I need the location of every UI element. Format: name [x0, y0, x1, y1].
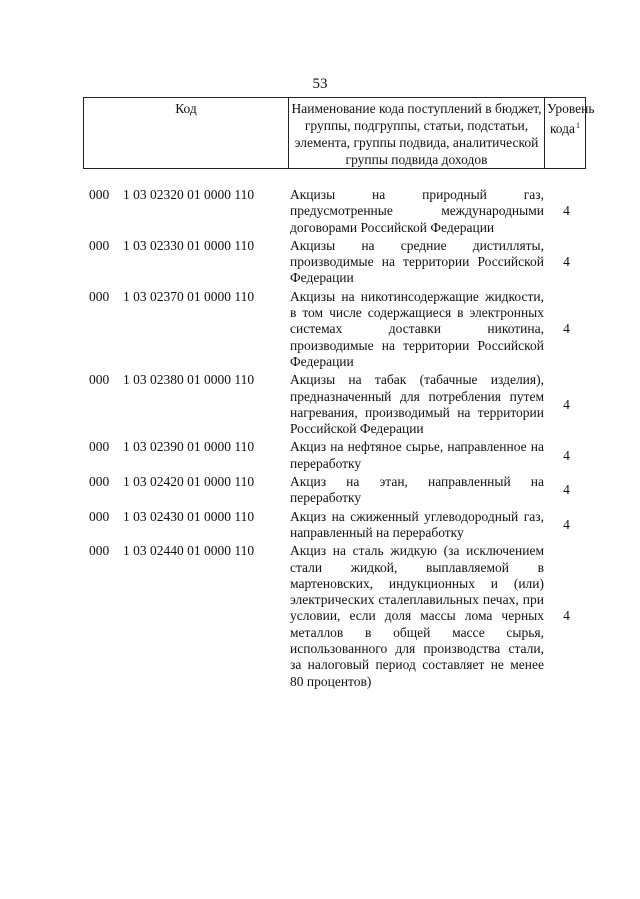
revenue-code: 1 03 02380 01 0000 110: [123, 372, 255, 388]
table-row: [83, 509, 585, 542]
revenue-code: 1 03 02320 01 0000 110: [123, 187, 255, 202]
admin-code: 000: [89, 508, 110, 524]
admin-code: 000: [89, 237, 110, 253]
revenue-name: Акциз на нефтяное сырье, направленное на переработку: [290, 439, 544, 471]
revenue-code: 1 03 02430 01 0000 110: [123, 508, 255, 524]
table-row: [83, 543, 585, 690]
admin-code: 000: [89, 439, 110, 455]
table-body: [83, 187, 585, 692]
admin-code: 000: [89, 474, 110, 490]
code-level: 4: [563, 447, 570, 463]
revenue-name: Акцизы на природный газ, предусмотренные международными договорами Российской Федерации: [290, 187, 544, 235]
revenue-code: 1 03 02390 01 0000 110: [123, 439, 255, 455]
table-row: [83, 289, 585, 370]
code-level: 4: [563, 321, 570, 337]
table-row: [83, 187, 585, 236]
admin-code: 000: [89, 543, 110, 559]
header-code: Код: [84, 98, 289, 169]
code-level: 4: [563, 203, 570, 219]
revenue-name: Акциз на этан, направленный на переработку: [290, 474, 544, 506]
footnote-marker: 1: [576, 121, 581, 130]
revenue-name: Акциз на сжиженный углеводородный газ, направленный на переработку: [290, 508, 544, 540]
page-number: 53: [312, 76, 328, 92]
revenue-code: 1 03 02370 01 0000 110: [123, 288, 255, 304]
table-row: [83, 238, 585, 287]
revenue-name: Акцизы на средние дистилляты, производимые на территории Российской Федерации: [290, 237, 544, 286]
revenue-name: Акцизы на табак (табачные изделия), предназначенный для потребления путем нагревания, производимый на территории Российской Федерации: [290, 372, 544, 437]
code-level: 4: [563, 608, 570, 624]
revenue-code: 1 03 02330 01 0000 110: [123, 237, 255, 253]
table-row: [83, 372, 585, 437]
revenue-code: 1 03 02420 01 0000 110: [123, 474, 255, 490]
table-row: [83, 439, 585, 472]
revenue-name: Акцизы на никотинсодержащие жидкости, в том числе содержащиеся в электронных системах доставки никотина, производимые на территории Российской Федерации: [290, 288, 544, 369]
admin-code: 000: [89, 288, 110, 304]
code-level: 4: [563, 482, 570, 498]
table-header: [83, 97, 595, 169]
admin-code: 000: [89, 372, 110, 388]
code-level: 4: [563, 254, 570, 270]
revenue-code: 1 03 02440 01 0000 110: [123, 543, 255, 559]
code-level: 4: [563, 516, 570, 532]
code-level: 4: [563, 396, 570, 412]
header-level: Уровень кода$^1$: [545, 98, 586, 169]
table-row: [83, 474, 585, 507]
header-name: Наименование кода поступлений в бюджет, группы, подгруппы, статьи, подстатьи, элемента, группы подвида, аналитической группы подвида доходов: [289, 98, 545, 169]
revenue-name: Акциз на сталь жидкую (за исключением стали жидкой, выплавляемой в мартеновских, индукционных и (или) электрических сталеплавильных печах, при условии, если доля массы лома черных металлов в общей массе сырья, использованного для производства стали, за налоговый период составляет не менее 80 процентов): [290, 543, 544, 689]
admin-code: 000: [89, 187, 110, 202]
